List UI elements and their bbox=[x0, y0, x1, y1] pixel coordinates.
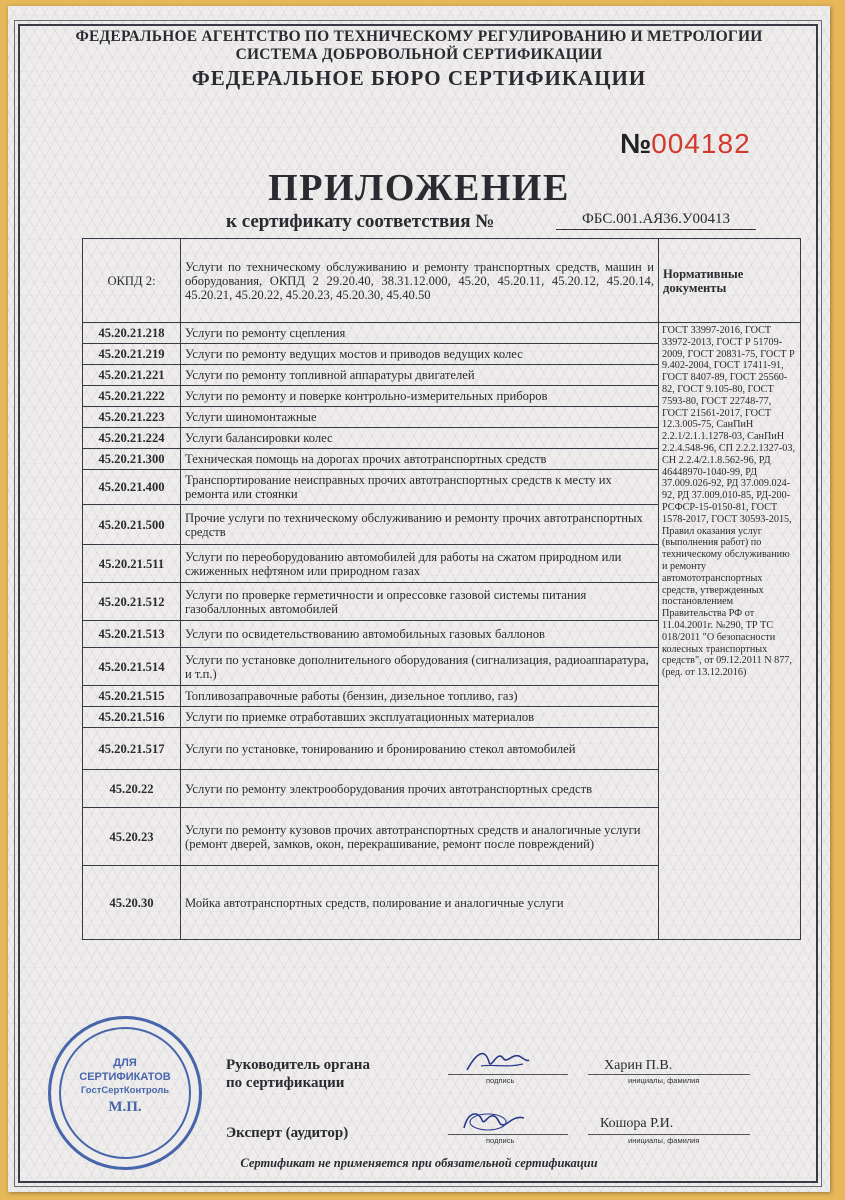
official-stamp bbox=[48, 1016, 202, 1170]
row-description: Услуги по установке, тонированию и бронированию стекол автомобилей bbox=[181, 728, 659, 770]
row-code: 45.20.21.400 bbox=[83, 470, 181, 505]
head-name-caption: инициалы, фамилия bbox=[628, 1076, 700, 1085]
head-signature-label: Руководитель органа по сертификации bbox=[226, 1057, 370, 1091]
head-sign-caption: подпись bbox=[486, 1076, 515, 1085]
row-code: 45.20.21.300 bbox=[83, 449, 181, 470]
stamp-line-2: СЕРТИФИКАТОВ bbox=[79, 1071, 171, 1083]
footer-note: Сертификат не применяется при обязательной сертификации bbox=[240, 1156, 598, 1170]
head-signature-icon bbox=[463, 1044, 533, 1078]
row-description: Транспортирование неисправных прочих автотранспортных средств к месту их ремонта или стоянки bbox=[181, 470, 659, 505]
bureau-name: ФЕДЕРАЛЬНОЕ БЮРО СЕРТИФИКАЦИИ bbox=[191, 66, 647, 90]
header-code: ОКПД 2: bbox=[83, 239, 181, 323]
expert-name-line bbox=[588, 1134, 750, 1135]
expert-signature-label: Эксперт (аудитор) bbox=[226, 1125, 349, 1141]
stamp-line-3: ГостСертКонтроль bbox=[80, 1085, 170, 1096]
expert-sign-line bbox=[448, 1134, 568, 1135]
row-description: Топливозаправочные работы (бензин, дизельное топливо, газ) bbox=[181, 686, 659, 707]
row-description: Услуги по освидетельствованию автомобильных газовых баллонов bbox=[181, 621, 659, 648]
row-code: 45.20.21.221 bbox=[83, 365, 181, 386]
row-description: Услуги по ремонту ведущих мостов и приводов ведущих колес bbox=[181, 344, 659, 365]
certificate-appendix-page bbox=[8, 6, 830, 1192]
system-name: СИСТЕМА ДОБРОВОЛЬНОЙ СЕРТИФИКАЦИИ bbox=[235, 46, 603, 63]
row-description: Услуги по ремонту кузовов прочих автотранспортных средств и аналогичные услуги (ремонт дверей, замков, окон, перекрашивание, ремонт после повреждений) bbox=[181, 808, 659, 866]
head-name: Харин П.В. bbox=[604, 1058, 673, 1073]
row-description: Прочие услуги по техническому обслуживанию и ремонту прочих автотранспортных средств bbox=[181, 505, 659, 545]
table-row bbox=[83, 323, 801, 344]
table-header-row bbox=[83, 239, 801, 323]
header-normative: Нормативные документы bbox=[659, 239, 801, 323]
services-table bbox=[82, 238, 801, 940]
row-description: Услуги по ремонту топливной аппаратуры двигателей bbox=[181, 365, 659, 386]
row-code: 45.20.23 bbox=[83, 808, 181, 866]
form-number-value: 004182 bbox=[651, 128, 751, 159]
row-description: Услуги балансировки колес bbox=[181, 428, 659, 449]
page-title: ПРИЛОЖЕНИЕ bbox=[268, 167, 570, 209]
certificate-number: ФБС.001.АЯ36.У00413 bbox=[556, 211, 756, 230]
agency-name: ФЕДЕРАЛЬНОЕ АГЕНТСТВО ПО ТЕХНИЧЕСКОМУ РЕГУЛИРОВАНИЮ И МЕТРОЛОГИИ bbox=[75, 28, 763, 45]
row-code: 45.20.30 bbox=[83, 866, 181, 940]
row-code: 45.20.21.514 bbox=[83, 648, 181, 686]
row-code: 45.20.21.512 bbox=[83, 583, 181, 621]
row-description: Услуги по переоборудованию автомобилей для работы на сжатом природном или сжиженных нефтяном или природном газах bbox=[181, 545, 659, 583]
expert-name-caption: инициалы, фамилия bbox=[628, 1136, 700, 1145]
row-code: 45.20.22 bbox=[83, 770, 181, 808]
row-code: 45.20.21.219 bbox=[83, 344, 181, 365]
expert-signature-icon bbox=[458, 1104, 528, 1138]
row-description: Услуги по проверке герметичности и опрессовке газовой системы питания газобаллонных автомобилей bbox=[181, 583, 659, 621]
row-code: 45.20.21.515 bbox=[83, 686, 181, 707]
header-description: Услуги по техническому обслуживанию и ремонту транспортных средств, машин и оборудования, ОКПД 2 29.20.40, 38.31.12.000, 45.20, 45.20.11, 45.20.12, 45.20.14, 45.20.21, 45.20.22, 45.20.23, 45.20.30, 45.40.50 bbox=[181, 239, 659, 323]
row-code: 45.20.21.513 bbox=[83, 621, 181, 648]
row-code: 45.20.21.222 bbox=[83, 386, 181, 407]
row-code: 45.20.21.516 bbox=[83, 707, 181, 728]
row-description: Услуги по ремонту сцепления bbox=[181, 323, 659, 344]
expert-name: Кошора Р.И. bbox=[600, 1116, 674, 1131]
form-number bbox=[620, 128, 751, 161]
row-description: Услуги по ремонту и поверке контрольно-измерительных приборов bbox=[181, 386, 659, 407]
row-code: 45.20.21.517 bbox=[83, 728, 181, 770]
row-code: 45.20.21.511 bbox=[83, 545, 181, 583]
row-description: Услуги шиномонтажные bbox=[181, 407, 659, 428]
row-description: Услуги по ремонту электрооборудования прочих автотранспортных средств bbox=[181, 770, 659, 808]
form-number-prefix: № bbox=[620, 128, 652, 159]
row-description: Услуги по приемке отработавших эксплуатационных материалов bbox=[181, 707, 659, 728]
expert-sign-caption: подпись bbox=[486, 1136, 515, 1145]
row-description: Услуги по установке дополнительного оборудования (сигнализация, радиоаппаратура, и т.п.) bbox=[181, 648, 659, 686]
row-description: Мойка автотранспортных средств, полирование и аналогичные услуги bbox=[181, 866, 659, 940]
head-name-line bbox=[588, 1074, 750, 1075]
row-code: 45.20.21.224 bbox=[83, 428, 181, 449]
certificate-label: к сертификату соответствия № bbox=[226, 211, 495, 232]
normative-documents: ГОСТ 33997-2016, ГОСТ 33972-2013, ГОСТ Р 51709-2009, ГОСТ 20831-75, ГОСТ Р 9.402-2004, ГОСТ 17411-91, ГОСТ 8407-89, ГОСТ 25560-82, ГОСТ 9.105-80, ГОСТ 7593-80, ГОСТ 22748-77, ГОСТ 21561-2017, ГОСТ 12.3.005-75, СанПиН 2.2.1/2.1.1.1278-03, СанПиН 2.2.4.548-96, СП 2.2.2.1327-03, СН 2.2.4/2.1.8.562-96, РД 46448970-1040-99, РД 37.009.026-92, РД 37.009.024-92, РД 37.009.010-85, РД-200-РСФСР-15-0150-81, ГОСТ 1578-2017, ГОСТ 30593-2015, Правил оказания услуг (выполнения работ) по техническому обслуживанию и ремонту автомототранспортных средств, утвержденных постановлением Правительства РФ от 11.04.2001г. №290, ТР ТС 018/2011 "О безопасности колесных транспортных средств", от 09.12.2011 N 877, (ред. от 13.12.2016) bbox=[659, 323, 801, 940]
stamp-line-1: ДЛЯ bbox=[113, 1057, 137, 1069]
row-description: Техническая помощь на дорогах прочих автотранспортных средств bbox=[181, 449, 659, 470]
row-code: 45.20.21.218 bbox=[83, 323, 181, 344]
row-code: 45.20.21.223 bbox=[83, 407, 181, 428]
stamp-mp: М.П. bbox=[108, 1099, 142, 1115]
head-sign-line bbox=[448, 1074, 568, 1075]
row-code: 45.20.21.500 bbox=[83, 505, 181, 545]
